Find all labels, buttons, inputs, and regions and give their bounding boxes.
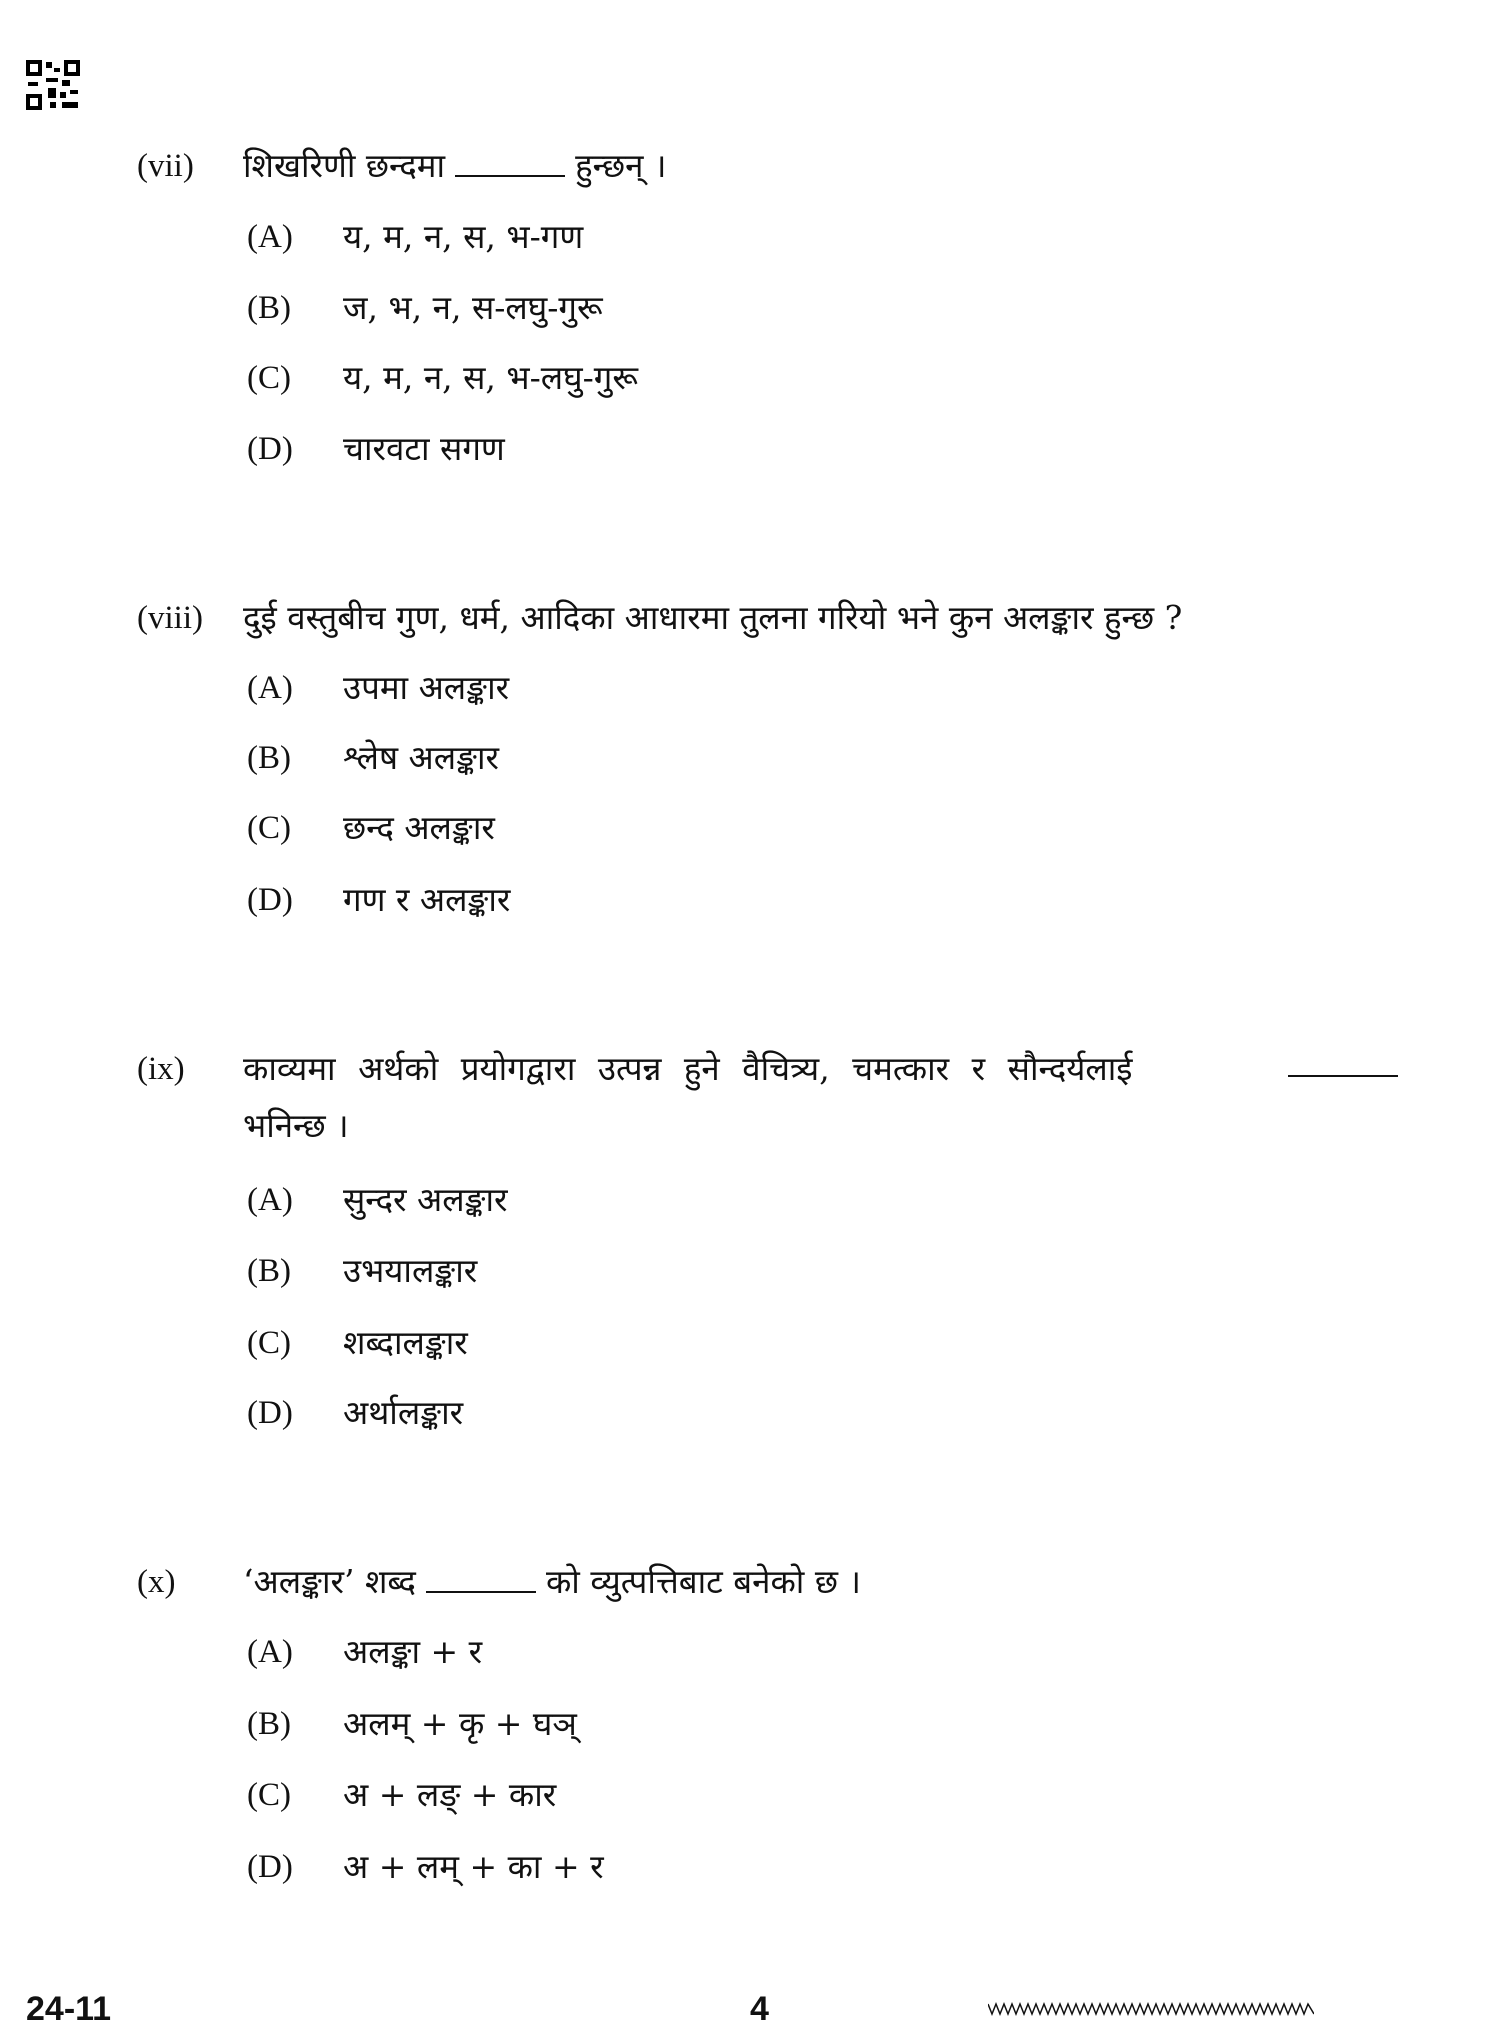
option-label: (C) [247,810,291,846]
option-label: (B) [247,290,291,326]
option-d: गण र अलङ्कार [343,880,511,919]
question-text [243,1560,861,1604]
question-text-line2: भनिन्छ । [243,1106,349,1145]
question-number: (ix) [137,1051,185,1087]
option-label: (C) [247,360,291,396]
paper-code: 24-11 [26,1990,112,2028]
option-label: (C) [247,1325,291,1361]
question-text-before: शिखरिणी छन्दमा [243,146,446,185]
option-a: उपमा अलङ्कार [343,668,510,707]
option-b: उभयालङ्कार [343,1251,478,1290]
option-label: (A) [247,670,293,706]
option-c: छन्द अलङ्कार [343,808,495,847]
wavy-line-decoration [988,2000,1314,2016]
option-c: अ + लङ् + कार [343,1775,557,1814]
option-label: (D) [247,882,293,918]
question-number: (viii) [137,600,203,636]
option-label: (B) [247,1253,291,1289]
option-label: (D) [247,1849,293,1885]
option-c: य, म, न, स, भ-लघु-गुरू [343,358,639,397]
question-text-line1: काव्यमा अर्थको प्रयोगद्वारा उत्पन्न हुने वैचित्र्य, चमत्कार र सौन्दर्यलाई [243,1049,1133,1088]
option-label: (B) [247,740,291,776]
option-b: अलम् + कृ + घञ् [343,1704,577,1743]
question-text [243,144,666,188]
question-text: दुई वस्तुबीच गुण, धर्म, आदिका आधारमा तुलना गरियो भने कुन अलङ्कार हुन्छ ? [243,598,1183,637]
option-label: (D) [247,431,293,467]
question-number: (vii) [137,148,194,184]
option-label: (A) [247,1634,293,1670]
option-label: (D) [247,1395,293,1431]
question-number: (x) [137,1564,176,1600]
page-number: 4 [750,1990,769,2028]
option-b: ज, भ, न, स-लघु-गुरू [343,288,603,327]
option-d: चारवटा सगण [343,429,505,468]
option-label: (A) [247,1182,293,1218]
option-b: श्लेष अलङ्कार [343,738,500,777]
answer-blank [1288,1047,1398,1077]
question-text-before: ‘अलङ्कार’ शब्द [243,1562,416,1601]
answer-blank [455,147,565,177]
option-a: सुन्दर अलङ्कार [343,1180,508,1219]
question-text-after: को व्युत्पत्तिबाट बनेको छ । [545,1562,861,1601]
option-a: अलङ्का + र [343,1632,483,1671]
option-d: अ + लम् + का + र [343,1847,604,1886]
option-label: (B) [247,1706,291,1742]
question-text [243,1047,1398,1091]
option-label: (A) [247,219,293,255]
option-label: (C) [247,1777,291,1813]
question-text-after: हुन्छन् । [575,146,667,185]
answer-blank [426,1563,536,1593]
option-d: अर्थालङ्कार [343,1393,464,1432]
option-c: शब्दालङ्कार [343,1323,468,1362]
qr-code-icon [26,60,80,110]
option-a: य, म, न, स, भ-गण [343,217,584,256]
